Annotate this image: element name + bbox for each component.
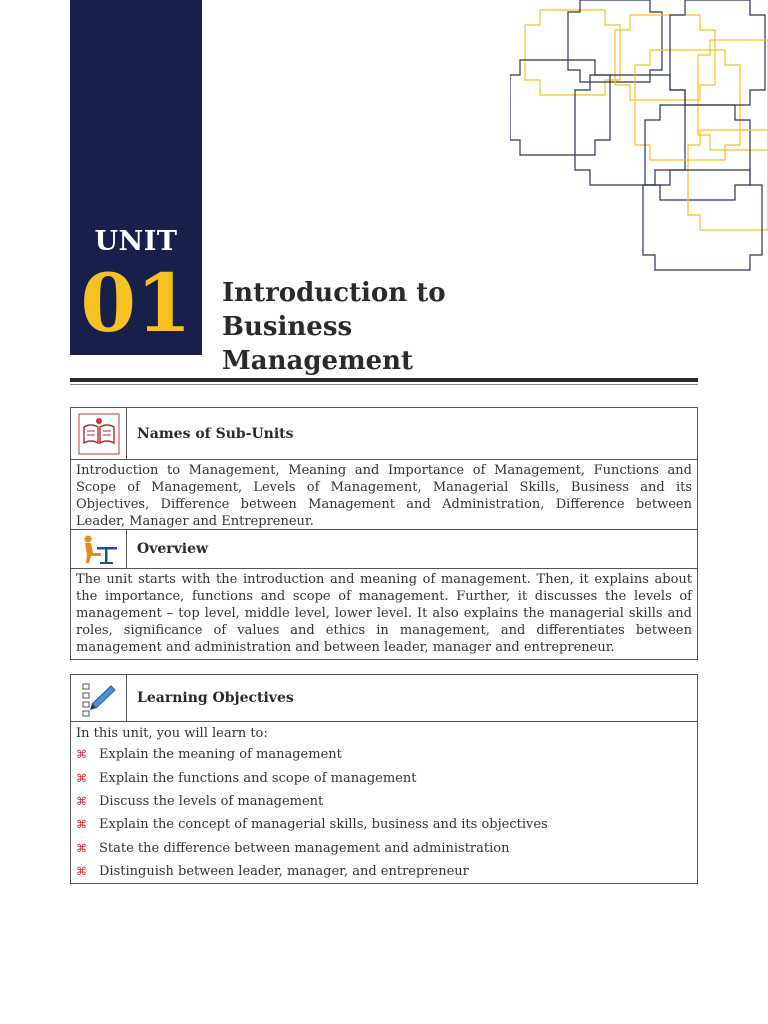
list-item: ⌘ Explain the concept of managerial skills, business and its objectives: [76, 817, 548, 833]
bullet-icon: ⌘: [76, 865, 87, 879]
header-rule: [70, 378, 698, 382]
overview-box: [70, 529, 698, 660]
person-at-desk-icon: [71, 530, 127, 568]
header-rule-thin: [70, 384, 698, 385]
objectives-intro: In this unit, you will learn to:: [76, 726, 268, 741]
unit-number: 01: [80, 256, 192, 350]
list-item: ⌘ Distinguish between leader, manager, and entrepreneur: [76, 864, 469, 880]
unit-label: UNIT: [94, 226, 178, 257]
objectives-heading: Learning Objectives: [137, 690, 294, 706]
bullet-icon: ⌘: [76, 771, 87, 785]
subunits-text: Introduction to Management, Meaning and Importance of Management, Functions and Scope of Management, Levels of Management, Managerial Skills, Business and its Objectives, Difference between Management and Administration, Difference between Leader, Manager and Entrepreneur.: [76, 463, 692, 529]
list-item: ⌘ Explain the meaning of management: [76, 747, 342, 763]
overview-text: The unit starts with the introduction and meaning of management. Then, it explains about the importance, functions and scope of management. Further, it discusses the levels of management – top level, middle level, lower level. It also explains the managerial skills and roles, significance of values and ethics in management, and differentiates between management and administration and between leader, manager and entrepreneur.: [76, 572, 692, 655]
subunits-heading: Names of Sub-Units: [137, 425, 294, 442]
bullet-icon: ⌘: [76, 841, 87, 855]
objectives-box: [70, 674, 698, 884]
subunits-box: [70, 407, 698, 534]
list-item: ⌘ State the difference between management and administration: [76, 840, 510, 856]
overview-heading: Overview: [137, 541, 209, 557]
open-book-icon: [71, 408, 127, 459]
checklist-pen-icon: [71, 675, 127, 721]
list-item: ⌘ Explain the functions and scope of management: [76, 770, 417, 786]
bullet-icon: ⌘: [76, 794, 87, 808]
unit-badge: [70, 0, 202, 355]
list-item: ⌘ Discuss the levels of management: [76, 793, 324, 809]
decorative-pattern: [510, 0, 768, 280]
bullet-icon: ⌘: [76, 748, 87, 762]
objectives-list: [76, 743, 692, 883]
bullet-icon: ⌘: [76, 818, 87, 832]
unit-title: Introduction to Business Management: [222, 278, 446, 376]
